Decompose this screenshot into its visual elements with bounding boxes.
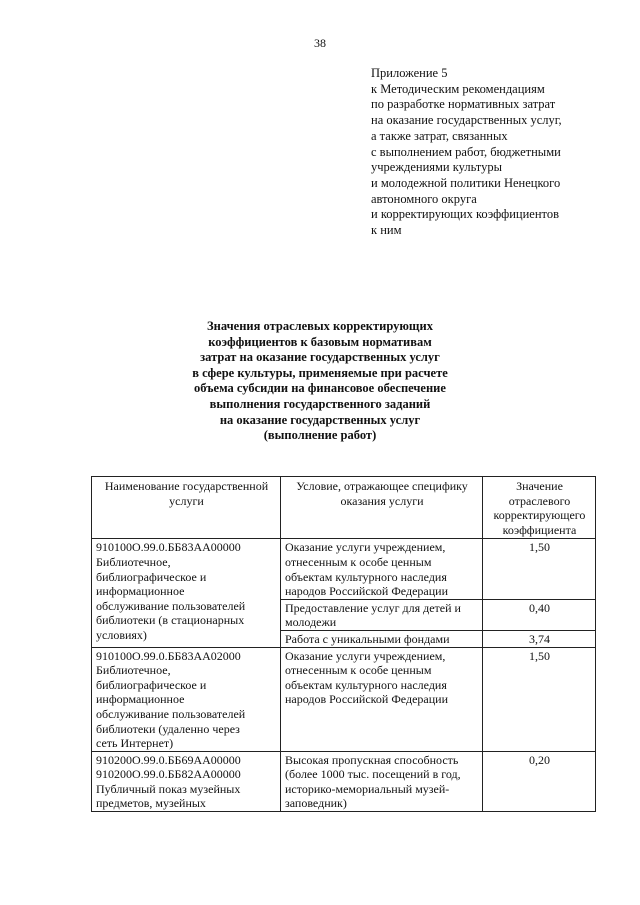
table-header-row bbox=[92, 477, 596, 539]
service-text: Библиотечное, bbox=[96, 663, 171, 678]
title-line: затрат на оказание государственных услуг bbox=[200, 350, 440, 365]
title-line: Значения отраслевых корректирующих bbox=[207, 319, 433, 333]
condition-cell bbox=[281, 647, 483, 751]
coefficient-value: 1,50 bbox=[483, 539, 596, 599]
service-text: библиотеки (удаленно через bbox=[96, 721, 240, 736]
header-condition bbox=[281, 477, 483, 539]
condition-cell bbox=[281, 751, 483, 811]
appendix-line: на оказание государственных услуг, bbox=[371, 113, 562, 128]
service-text: условиях) bbox=[96, 627, 147, 642]
appendix-line: к ним bbox=[371, 223, 402, 238]
condition-cell bbox=[281, 539, 483, 599]
appendix-line: автономного округа bbox=[371, 191, 477, 206]
document-title bbox=[0, 319, 640, 444]
appendix-line: а также затрат, связанных bbox=[371, 128, 508, 143]
coefficient-value: 1,50 bbox=[483, 647, 596, 751]
service-text: информационное bbox=[96, 692, 185, 707]
service-cell bbox=[92, 539, 281, 647]
service-cell bbox=[92, 751, 281, 811]
condition-text: объектам культурного наследия bbox=[285, 569, 447, 584]
title-line: коэффициентов к базовым нормативам bbox=[208, 334, 432, 349]
service-text: библиографическое и bbox=[96, 569, 207, 584]
service-text: Публичный показ музейных bbox=[96, 781, 241, 796]
appendix-line: и молодежной политики Ненецкого bbox=[371, 175, 561, 190]
condition-text: народов Российской Федерации bbox=[285, 584, 448, 599]
coefficients-table bbox=[91, 476, 596, 812]
condition-text: (более 1000 тыс. посещений в год, bbox=[285, 767, 461, 782]
header-text: Значение bbox=[516, 479, 563, 493]
condition-text: историко-мемориальный музей- bbox=[285, 781, 450, 796]
condition-text: молодежи bbox=[285, 615, 337, 630]
condition-text: народов Российской Федерации bbox=[285, 692, 448, 707]
service-text: 910100О.99.0.ББ83АА02000 bbox=[96, 648, 241, 663]
service-text: предметов, музейных bbox=[96, 796, 206, 811]
appendix-line: по разработке нормативных затрат bbox=[371, 97, 556, 112]
condition-cell bbox=[281, 630, 483, 647]
service-text: 910100О.99.0.ББ83АА00000 bbox=[96, 540, 241, 555]
service-cell bbox=[92, 647, 281, 751]
header-service-name bbox=[92, 477, 281, 539]
table-row bbox=[92, 647, 596, 751]
service-text: Библиотечное, bbox=[96, 554, 171, 569]
title-line: выполнения государственного заданий bbox=[209, 396, 431, 411]
header-text: Наименование государственной bbox=[104, 479, 269, 493]
service-text: обслуживание пользователей bbox=[96, 706, 246, 721]
appendix-line: и корректирующих коэффициентов bbox=[371, 207, 559, 222]
condition-text: отнесенным к особе ценным bbox=[285, 663, 432, 678]
title-line: (выполнение работ) bbox=[263, 428, 377, 443]
service-text: информационное bbox=[96, 584, 185, 599]
appendix-line: Приложение 5 bbox=[371, 66, 448, 80]
service-text: 910200О.99.0.ББ69АА00000 bbox=[96, 752, 241, 767]
condition-text: отнесенным к особе ценным bbox=[285, 554, 432, 569]
header-text: коэффициента bbox=[502, 522, 577, 537]
service-text: обслуживание пользователей bbox=[96, 598, 246, 613]
header-text: Условие, отражающее специфику bbox=[296, 479, 468, 493]
title-line: на оказание государственных услуг bbox=[219, 412, 421, 427]
appendix-line: учреждениями культуры bbox=[371, 160, 502, 175]
appendix-line: к Методическим рекомендациям bbox=[371, 81, 545, 96]
page-number: 38 bbox=[314, 36, 326, 50]
title-line: объема субсидии на финансовое обеспечение bbox=[194, 381, 446, 396]
service-text: библиографическое и bbox=[96, 677, 207, 692]
coefficient-value: 0,20 bbox=[483, 751, 596, 811]
condition-text: Высокая пропускная способность bbox=[285, 752, 459, 767]
header-coefficient-value bbox=[483, 477, 596, 539]
condition-text: Работа с уникальными фондами bbox=[285, 631, 450, 646]
service-text: библиотеки (в стационарных bbox=[96, 613, 245, 628]
condition-text: объектам культурного наследия bbox=[285, 677, 447, 692]
condition-text: заповедник) bbox=[285, 796, 347, 811]
header-text: услуги bbox=[169, 493, 204, 508]
service-text: сеть Интернет) bbox=[96, 736, 174, 751]
service-text: 910200О.99.0.ББ82АА00000 bbox=[96, 767, 241, 782]
header-text: корректирующего bbox=[493, 508, 586, 523]
appendix-line: с выполнением работ, бюджетными bbox=[371, 144, 561, 159]
condition-text: Оказание услуги учреждением, bbox=[285, 540, 446, 555]
condition-cell bbox=[281, 599, 483, 630]
condition-text: Оказание услуги учреждением, bbox=[285, 648, 446, 663]
appendix-note bbox=[371, 66, 631, 239]
table-row bbox=[92, 751, 596, 811]
table-row bbox=[92, 539, 596, 599]
header-text: отраслевого bbox=[508, 493, 571, 508]
title-line: в сфере культуры, применяемые при расчете bbox=[192, 365, 448, 380]
coefficient-value: 3,74 bbox=[483, 630, 596, 647]
coefficient-value: 0,40 bbox=[483, 599, 596, 630]
header-text: оказания услуги bbox=[340, 493, 424, 508]
condition-text: Предоставление услуг для детей и bbox=[285, 600, 461, 615]
